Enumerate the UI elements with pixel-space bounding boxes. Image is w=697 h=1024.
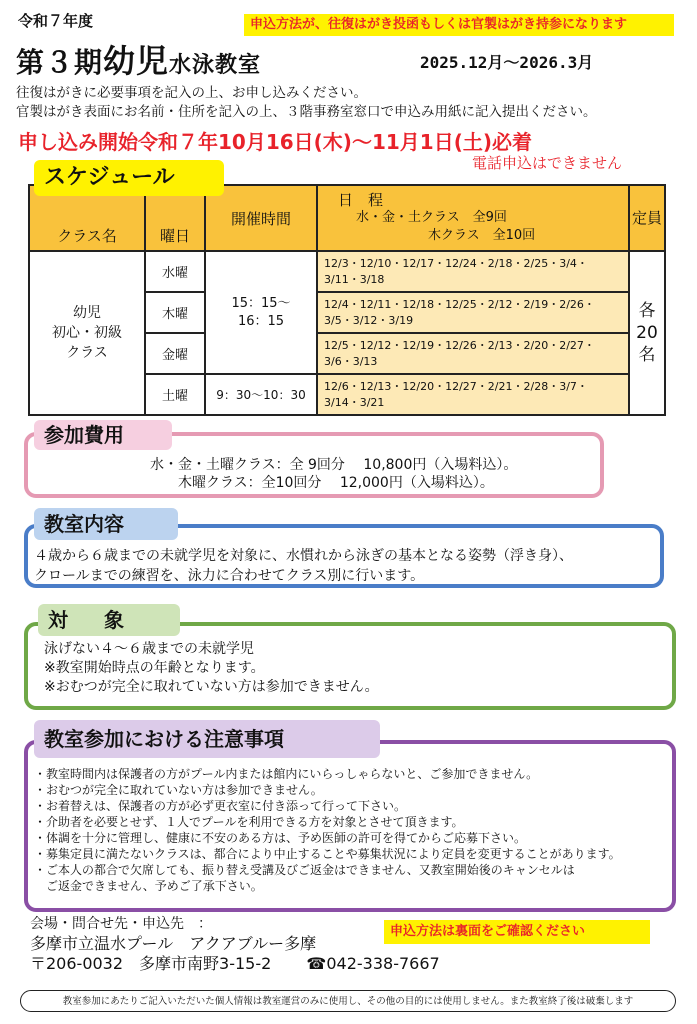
day-cell: 水曜 — [145, 251, 205, 292]
intro-line: 官製はがき表面にお名前・住所を記入の上、３階事務室窓口で申込み用紙に記入提出ください。 — [16, 104, 597, 120]
time-weekday-cell — [205, 251, 317, 374]
application-deadline: 申し込み開始令和７年10月16日(木)～11月1日(土)必着 — [18, 130, 532, 154]
dates-cell — [317, 251, 629, 292]
day-cell: 金曜 — [145, 333, 205, 374]
dates-sub-1: 水・金・土クラス 全9回 — [356, 210, 507, 225]
fee-line: 水・金・土曜クラス：全 9回分 10,800円（入場料込）。 — [150, 457, 518, 473]
contact-heading: 会場・問合せ先・申込先 ： — [30, 916, 212, 932]
note-item: ・おむつが完全に取れていない方は参加できません。 — [34, 783, 323, 797]
target-label: 対 象 — [38, 604, 180, 636]
header-time: 開催時間 — [205, 185, 317, 251]
header-capacity: 定員 — [629, 185, 665, 251]
capacity-cell — [629, 251, 665, 415]
capacity-line: 名 — [638, 345, 656, 365]
title-suffix: 水泳教室 — [169, 53, 262, 78]
time-line: 16：15 — [237, 313, 285, 329]
header-day: 曜日 — [145, 185, 205, 251]
fee-label: 参加費用 — [34, 420, 172, 450]
dates-cell — [317, 374, 629, 415]
schedule-label: スケジュール — [34, 160, 224, 196]
dates-cell — [317, 333, 629, 374]
note-item: ・募集定員に満たないクラスは、都合により中止することや募集状況により定員を変更することがあります。 — [34, 847, 621, 861]
dates-line: 3/5・3/12・3/19 — [324, 313, 414, 327]
fiscal-year: 令和７年度 — [18, 12, 94, 30]
dates-title: 日 程 — [338, 191, 384, 209]
phone-number: ☎042-338-7667 — [306, 954, 440, 973]
address: 〒206-0032 多摩市南野3-15-2 — [30, 954, 272, 973]
dates-line: 12/3・12/10・12/17・12/24・2/18・2/25・3/4・ — [324, 256, 588, 270]
target-line: ※おむつが完全に取れていない方は参加できません。 — [44, 679, 379, 695]
content-line: クロールまでの練習を、泳力に合わせてクラス別に行います。 — [34, 568, 425, 584]
note-item: ご返金できません、予めご了承下さい。 — [34, 879, 263, 893]
header-dates — [317, 185, 629, 251]
fee-line: 木曜クラス：全10回分 12,000円（入場料込）。 — [150, 475, 494, 491]
capacity-line: 各 — [638, 301, 656, 321]
class-name-cell — [29, 251, 145, 415]
contact-address-line — [30, 954, 440, 974]
note-item: ・お着替えは、保護者の方が必ず更衣室に付き添って行って下さい。 — [34, 799, 407, 813]
application-method-notice: 申込方法が、往復はがき投函もしくは官製はがき持参になります — [244, 14, 674, 36]
content-text — [34, 546, 664, 586]
target-line: ※教室開始時点の年齢となります。 — [44, 660, 265, 676]
dates-line: 3/11・3/18 — [324, 272, 385, 286]
notes-list — [34, 766, 674, 894]
see-reverse-notice: 申込方法は裏面をご確認ください — [384, 920, 650, 944]
dates-sub-2: 木クラス 全10回 — [428, 228, 536, 243]
day-cell: 土曜 — [145, 374, 205, 415]
title-main: 幼児 — [103, 42, 170, 80]
target-line: 泳げない４～６歳までの未就学児 — [44, 641, 254, 657]
notes-label: 教室参加における注意事項 — [34, 720, 380, 758]
dates-line: 3/14・3/21 — [324, 395, 385, 409]
note-item: ・ご本人の都合で欠席しても、振り替え受講及びご返金はできません、又教室開始後のキャンセルは — [34, 863, 575, 877]
course-period: 2025.12月～2026.3月 — [420, 53, 594, 72]
target-text — [44, 640, 379, 697]
note-item: ・介助者を必要とせず、１人でプールを利用できる方を対象とさせて頂きます。 — [34, 815, 464, 829]
title-prefix: 第３期 — [16, 46, 104, 79]
no-phone-notice: 電話申込はできません — [472, 154, 623, 172]
header-class: クラス名 — [29, 185, 145, 251]
class-name-line: クラス — [66, 345, 108, 361]
class-name-line: 初心・初級 — [52, 325, 122, 341]
privacy-footer: 教室参加にあたりご記入いただいた個人情報は教室運営のみに使用し、その他の目的には使用しません。また教室終了後は破棄します — [20, 990, 676, 1012]
dates-line: 12/5・12/12・12/19・12/26・2/13・2/20・2/27・ — [324, 338, 595, 352]
time-saturday-cell: 9：30～10：30 — [205, 374, 317, 415]
dates-line: 12/4・12/11・12/18・12/25・2/12・2/19・2/26・ — [324, 297, 595, 311]
note-item: ・教室時間内は保護者の方がプール内または館内にいらっしゃらないと、ご参加できません。 — [34, 767, 539, 781]
day-cell: 木曜 — [145, 292, 205, 333]
note-item: ・体調を十分に管理し、健康に不安のある方は、予め医師の許可を得てからご応募下さい。 — [34, 831, 527, 845]
page-title — [16, 36, 261, 82]
venue-name: 多摩市立温水プール アクアブルー多摩 — [30, 934, 317, 953]
dates-line: 3/6・3/13 — [324, 354, 378, 368]
dates-line: 12/6・12/13・12/20・12/27・2/21・2/28・3/7・ — [324, 379, 588, 393]
content-label: 教室内容 — [34, 508, 178, 540]
time-line: 15：15～ — [231, 295, 291, 311]
intro-text — [16, 84, 696, 122]
dates-cell — [317, 292, 629, 333]
contact-info — [30, 914, 440, 974]
intro-line: 往復はがきに必要事項を記入の上、お申し込みください。 — [16, 85, 367, 101]
class-name-line: 幼児 — [73, 305, 101, 321]
capacity-line: 20 — [636, 323, 658, 343]
schedule-table — [28, 184, 666, 416]
content-line: ４歳から６歳までの未就学児を対象に、水慣れから泳ぎの基本となる姿勢（浮き身）、 — [34, 548, 573, 564]
